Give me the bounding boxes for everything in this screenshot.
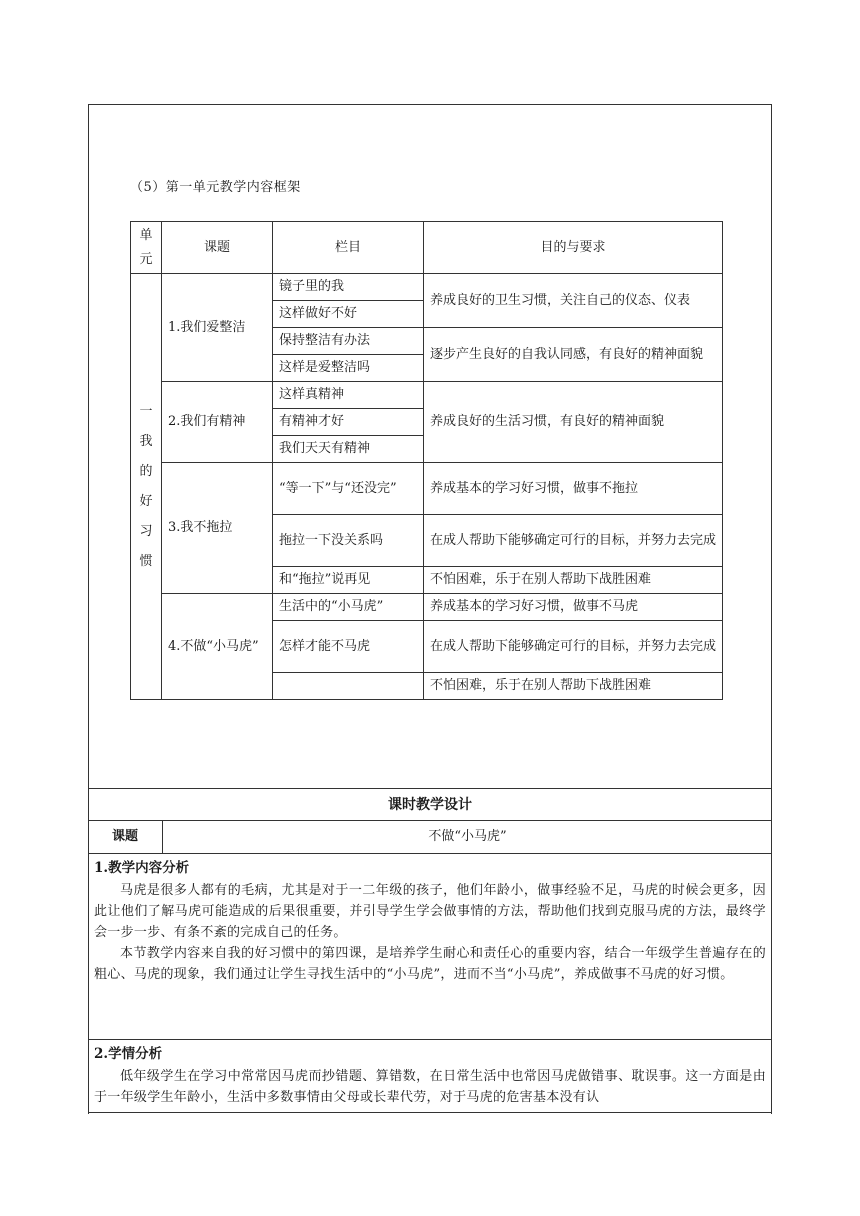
column-cell: 和“拖拉”说再见 (273, 567, 424, 594)
goal-cell: 养成基本的学习好习惯，做事不马虎 (424, 594, 723, 621)
column-cell: 这样真精神 (273, 382, 424, 409)
content-analysis-paragraph: 本节教学内容来自我的好习惯中的第四课，是培养学生耐心和责任心的重要内容，结合一年级学生普遍存在的粗心、马虎的现象，我们通过让学生寻找生活中的“小马虎”，进而不当“小马虎”，养成做事不马虎的好习惯。 (94, 946, 766, 982)
page-frame-bottom (88, 1112, 772, 1113)
header-goal: 目的与要求 (424, 222, 723, 274)
lesson-design-title: 课时教学设计 (88, 788, 772, 820)
goal-cell: 不怕困难，乐于在别人帮助下战胜困难 (424, 673, 723, 700)
unit-char: 惯 (139, 553, 153, 569)
topic-value: 不做“小马虎” (428, 829, 507, 844)
unit-char: 好 (139, 493, 153, 509)
content-analysis-heading: 1.教学内容分析 (94, 860, 190, 876)
learner-analysis-section (88, 1040, 772, 1114)
section-heading: （5）第一单元教学内容框架 (130, 180, 301, 195)
learner-analysis-paragraph: 低年级学生在学习中常常因马虎而抄错题、算错数，在日常生活中也常因马虎做错事、耽误事。这一方面是由于一年级学生年龄小，生活中多数事情由父母或长辈代劳，对于马虎的危害基本没有认 (94, 1069, 766, 1105)
lesson-cell: 3.我不拖拉 (162, 463, 273, 594)
unit-char: 习 (139, 523, 153, 539)
learner-analysis-heading: 2.学情分析 (94, 1046, 163, 1062)
lesson-cell: 1.我们爱整洁 (162, 274, 273, 382)
goal-cell: 养成良好的卫生习惯，关注自己的仪态、仪表 (424, 274, 723, 328)
column-cell: 这样做好不好 (273, 301, 424, 328)
goal-cell: 在成人帮助下能够确定可行的目标，并努力去完成 (424, 515, 723, 567)
column-cell: 保持整洁有办法 (273, 328, 424, 355)
content-analysis-paragraph: 马虎是很多人都有的毛病，尤其是对于一二年级的孩子，他们年龄小，做事经验不足，马虎的时候会更多，因此让他们了解马虎可能造成的后果很重要，并引导学生学会做事情的方法，帮助他们找到克服马虎的方法，最终学会一步一步、有条不紊的完成自己的任务。 (94, 883, 766, 940)
topic-label: 课题 (88, 821, 163, 853)
header-unit (131, 222, 162, 274)
goal-cell: 养成良好的生活习惯，有良好的精神面貌 (424, 382, 723, 463)
header-lesson: 课题 (162, 222, 273, 274)
column-cell: 镜子里的我 (273, 274, 424, 301)
column-cell: “等一下”与“还没完” (273, 463, 424, 515)
goal-cell: 养成基本的学习好习惯，做事不拖拉 (424, 463, 723, 515)
lesson-cell: 2.我们有精神 (162, 382, 273, 463)
lesson-cell: 4.不做“小马虎” (162, 594, 273, 700)
unit-char: 一 (139, 403, 153, 419)
column-cell: 这样是爱整洁吗 (273, 355, 424, 382)
goal-cell: 逐步产生良好的自我认同感，有良好的精神面貌 (424, 328, 723, 382)
column-cell: 拖拉一下没关系吗 (273, 515, 424, 567)
unit-char: 我 (139, 433, 153, 449)
column-cell: 我们天天有精神 (273, 436, 424, 463)
goal-cell: 在成人帮助下能够确定可行的目标，并努力去完成 (424, 621, 723, 673)
unit-cell (131, 274, 162, 700)
content-analysis-section (88, 854, 772, 1040)
unit-char: 的 (139, 463, 153, 479)
column-cell (273, 673, 424, 700)
column-cell: 生活中的“小马虎” (273, 594, 424, 621)
unit-framework-table (130, 221, 723, 700)
header-unit-text: 单元 (139, 227, 153, 267)
header-column: 栏目 (273, 222, 424, 274)
column-cell: 有精神才好 (273, 409, 424, 436)
goal-cell: 不怕困难，乐于在别人帮助下战胜困难 (424, 567, 723, 594)
topic-row (88, 820, 772, 854)
column-cell: 怎样才能不马虎 (273, 621, 424, 673)
